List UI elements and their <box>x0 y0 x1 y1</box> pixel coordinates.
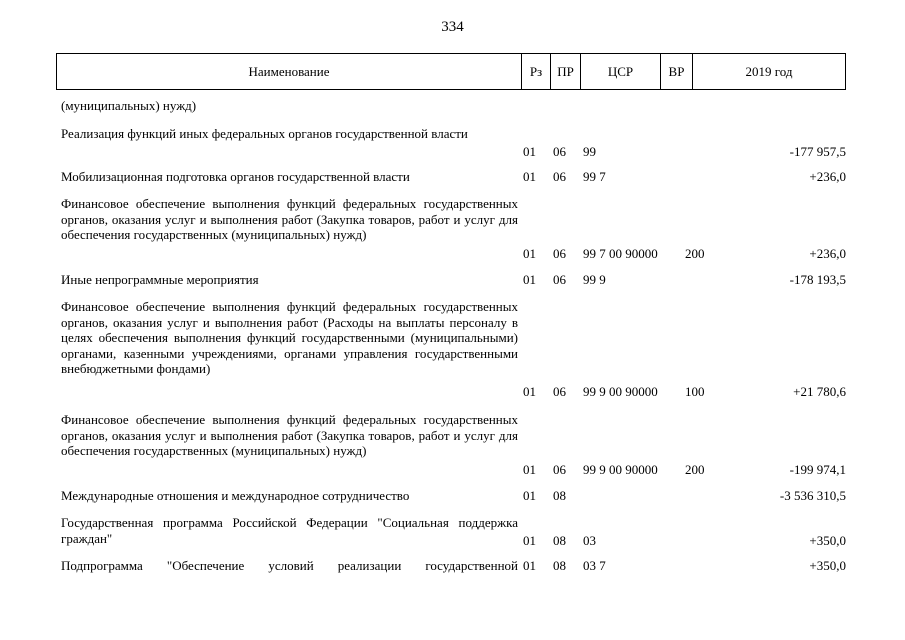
row-pr: 08 <box>553 488 566 503</box>
row-pr: 06 <box>553 169 566 184</box>
header-csr: ЦСР <box>581 54 661 89</box>
row-name: Мобилизационная подготовка органов государственной власти <box>61 169 410 184</box>
row-pr: 06 <box>553 246 566 261</box>
row-pr: 06 <box>553 462 566 477</box>
page-number: 334 <box>441 19 464 35</box>
header-name: Наименование <box>57 54 522 89</box>
row-csr: 99 7 00 90000 <box>583 246 658 261</box>
row-rz: 01 <box>523 462 536 477</box>
row-sum: -177 957,5 <box>789 144 846 159</box>
row-vr: 200 <box>685 462 705 477</box>
row-rz: 01 <box>523 169 536 184</box>
row-rz: 01 <box>523 144 536 159</box>
row-pr: 08 <box>553 533 566 548</box>
row-vr: 100 <box>685 384 705 399</box>
row-rz: 01 <box>523 272 536 287</box>
header-pr: ПР <box>551 54 581 89</box>
row-name: (муниципальных) нужд) <box>61 98 197 113</box>
row-rz: 01 <box>523 384 536 399</box>
row-vr: 200 <box>685 246 705 261</box>
row-csr: 99 9 00 90000 <box>583 384 658 399</box>
row-name: Финансовое обеспечение выполнения функций федеральных государственных органов, оказания услуг и выполнения работ (Закупка товаров, работ и услуг для обеспечения государственных (муниципальных) нужд) <box>61 196 518 242</box>
row-name: Финансовое обеспечение выполнения функций федеральных государственных органов, оказания услуг и выполнения работ (Расходы на выплаты персоналу в целях обеспечения выполнения функций государственными (муниципальными) органами, казенными учреждениями, органами управления государственными внебюджетными фондами) <box>61 299 518 376</box>
row-rz: 01 <box>523 246 536 261</box>
row-name: Реализация функций иных федеральных органов государственной власти <box>61 126 468 141</box>
row-sum: +236,0 <box>809 169 846 184</box>
row-csr: 99 9 <box>583 272 606 287</box>
row-name: Международные отношения и международное сотрудничество <box>61 488 410 503</box>
row-pr: 08 <box>553 558 566 573</box>
row-pr: 06 <box>553 272 566 287</box>
row-pr: 06 <box>553 384 566 399</box>
row-sum: -199 974,1 <box>789 462 846 477</box>
row-pr: 06 <box>553 144 566 159</box>
row-rz: 01 <box>523 488 536 503</box>
row-csr: 03 7 <box>583 558 606 573</box>
header-vr: ВР <box>661 54 693 89</box>
row-csr: 99 9 00 90000 <box>583 462 658 477</box>
row-rz: 01 <box>523 533 536 548</box>
row-sum: +350,0 <box>809 558 846 573</box>
header-year: 2019 год <box>745 63 793 79</box>
row-csr: 03 <box>583 533 596 548</box>
row-sum: +350,0 <box>809 533 846 548</box>
header-rz: Рз <box>522 54 551 89</box>
row-sum: +21 780,6 <box>793 384 846 399</box>
row-name: Государственная программа Российской Федерации "Социальная поддержка граждан" <box>61 515 518 546</box>
row-csr: 99 <box>583 144 596 159</box>
row-csr: 99 7 <box>583 169 606 184</box>
row-name: Подпрограмма "Обеспечение условий реализации государственной <box>61 558 518 573</box>
row-name: Иные непрограммные мероприятия <box>61 272 259 287</box>
row-rz: 01 <box>523 558 536 573</box>
row-sum: -3 536 310,5 <box>779 488 846 503</box>
row-sum: -178 193,5 <box>789 272 846 287</box>
row-name: Финансовое обеспечение выполнения функций федеральных государственных органов, оказания услуг и выполнения работ (Закупка товаров, работ и услуг для обеспечения государственных (муниципальных) нужд) <box>61 412 518 458</box>
row-sum: +236,0 <box>809 246 846 261</box>
